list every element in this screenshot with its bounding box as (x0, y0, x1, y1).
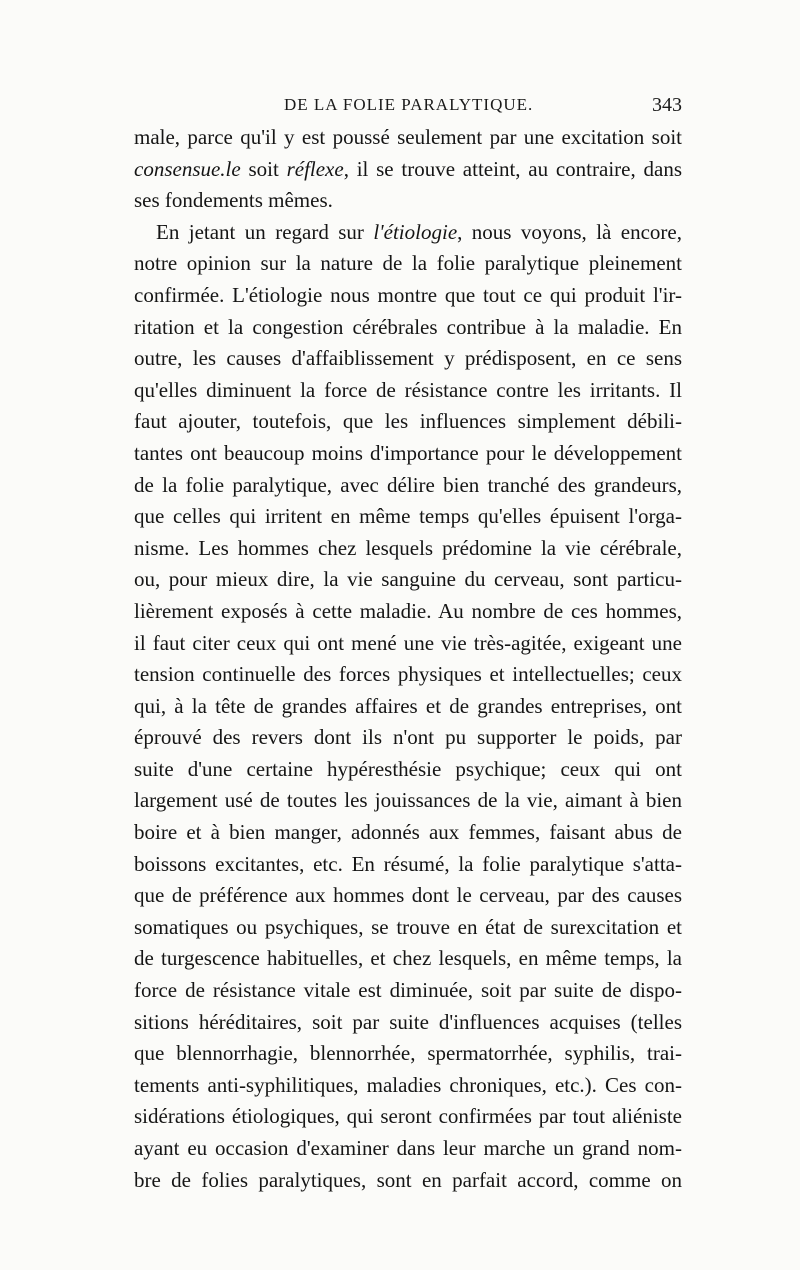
text-line (134, 564, 682, 596)
text-line (134, 849, 682, 881)
text-line (134, 438, 682, 470)
italic-text: réflexe (286, 156, 344, 181)
text-line (134, 817, 682, 849)
text-line (134, 1101, 682, 1133)
text-line (134, 533, 682, 565)
text-segment: boire et à bien manger, adonnés aux femmes, faisant abus de (134, 820, 682, 845)
text-segment: ritation et la congestion cérébrales contribue à la maladie. En (134, 314, 682, 339)
text-line (134, 785, 682, 817)
text-segment: confirmée. L'étiologie nous montre que tout ce qui produit l'ir- (134, 282, 682, 307)
text-line (134, 280, 682, 312)
text-line (134, 943, 682, 975)
text-segment: largement usé de toutes les jouissances de la vie, aimant à bien (134, 788, 682, 813)
text-segment: tements anti-syphilitiques, maladies chroniques, etc.). Ces con- (134, 1072, 682, 1097)
text-line (134, 248, 682, 280)
text-segment: tension continuelle des forces physiques et intellectuelles; ceux (134, 662, 682, 687)
text-line (134, 880, 682, 912)
text-segment: nisme. Les hommes chez lesquels prédomine la vie cérébrale, (134, 535, 682, 560)
text-segment: notre opinion sur la nature de la folie paralytique pleinement (134, 251, 682, 276)
text-segment: boissons excitantes, etc. En résumé, la folie paralytique s'atta- (134, 851, 682, 876)
text-line (134, 501, 682, 533)
text-segment: que blennorrhagie, blennorrhée, spermatorrhée, syphilis, trai- (134, 1041, 682, 1066)
text-line (134, 596, 682, 628)
text-segment: faut ajouter, toutefois, que les influences simplement débili- (134, 409, 682, 434)
text-line (134, 470, 682, 502)
text-segment: de turgescence habituelles, et chez lesquels, en même temps, la (134, 946, 682, 971)
text-line (134, 722, 682, 754)
text-segment: , il se trouve atteint, au contraire, dans (343, 156, 682, 181)
text-line (134, 975, 682, 1007)
text-line (134, 691, 682, 723)
text-segment: , nous voyons, là encore, (457, 219, 682, 244)
text-segment: force de résistance vitale est diminuée, soit par suite de dispo- (134, 978, 682, 1003)
body-text (134, 122, 682, 1196)
italic-text: l'étiologie (373, 219, 458, 244)
text-line (134, 754, 682, 786)
text-segment: sidérations étiologiques, qui seront confirmées par tout aliéniste (134, 1104, 682, 1129)
text-segment: somatiques ou psychiques, se trouve en état de surexcitation et (134, 914, 682, 939)
text-segment: lièrement exposés à cette maladie. Au nombre de ces hommes, (134, 598, 682, 623)
text-line (134, 185, 682, 217)
text-segment: ou, pour mieux dire, la vie sanguine du cerveau, sont particu- (134, 567, 682, 592)
text-line (134, 628, 682, 660)
text-segment: ses fondements mêmes. (134, 188, 333, 213)
text-line (134, 406, 682, 438)
text-segment: outre, les causes d'affaiblissement y prédisposent, en ce sens (134, 346, 682, 371)
text-line (134, 1133, 682, 1165)
text-segment: suite d'une certaine hypéresthésie psychique; ceux qui ont (134, 756, 682, 781)
text-line (134, 1165, 682, 1197)
text-segment: il faut citer ceux qui ont mené une vie très-agitée, exigeant une (134, 630, 682, 655)
text-segment: qu'elles diminuent la force de résistance contre les irritants. Il (134, 377, 682, 402)
text-segment: En jetant un regard sur (156, 219, 374, 244)
text-line (134, 154, 682, 186)
text-line (134, 912, 682, 944)
text-segment: de la folie paralytique, avec délire bien tranché des grandeurs, (134, 472, 682, 497)
text-line (134, 1038, 682, 1070)
text-segment: que celles qui irritent en même temps qu'elles épuisent l'orga- (134, 504, 682, 529)
running-head (134, 92, 682, 118)
italic-text: consensue.le (134, 156, 241, 181)
text-line (134, 343, 682, 375)
text-segment: ayant eu occasion d'examiner dans leur marche un grand nom- (134, 1136, 682, 1160)
text-line (134, 659, 682, 691)
text-segment: bre de folies paralytiques, sont en parfait accord, comme on (134, 1167, 682, 1192)
text-line (134, 1007, 682, 1039)
text-segment: éprouvé des revers dont ils n'ont pu supporter le poids, par (134, 725, 682, 750)
text-segment: sitions héréditaires, soit par suite d'influences acquises (telles (134, 1009, 682, 1034)
text-segment: soit (240, 156, 287, 181)
text-line (134, 375, 682, 407)
text-line (134, 217, 682, 249)
text-line (134, 122, 682, 154)
text-segment: que de préférence aux hommes dont le cerveau, par des causes (134, 883, 682, 908)
running-title: DE LA FOLIE PARALYTIQUE. (284, 95, 534, 114)
text-segment: tantes ont beaucoup moins d'importance pour le développement (134, 440, 682, 465)
text-line (134, 1070, 682, 1102)
text-segment: qui, à la tête de grandes affaires et de grandes entreprises, ont (134, 693, 682, 718)
page-number: 343 (652, 94, 682, 116)
text-line (134, 312, 682, 344)
text-segment: male, parce qu'il y est poussé seulement par une excitation soit (134, 125, 682, 149)
